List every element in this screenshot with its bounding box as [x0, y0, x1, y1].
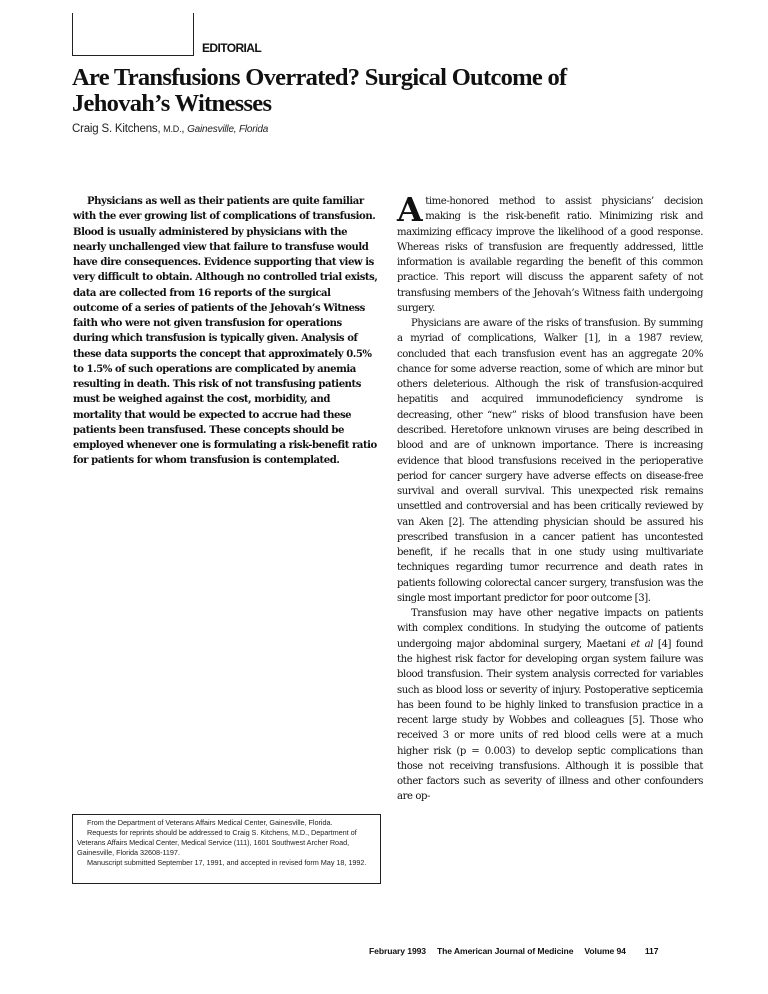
- drop-cap: A: [397, 190, 423, 229]
- decorative-header-box: [72, 13, 194, 56]
- page-footer: [369, 946, 704, 956]
- body-paragraph-2: Physicians are aware of the risks of transfusion. By summing a myriad of complications, Walker [1], in a 1987 review, concluded that each transfusion event has an aggregate 20% chance for some adverse reaction, some of which are minor but others deleterious. Although the risk of transfusion-acquired hepatitis and acquired immunodeficiency syndrome is decreasing, other “new” risks of blood transfusion have been described. Heretofore unknown viruses are being described in blood and are of unknown importance. There is increasing evidence that blood transfusions received in the perioperative period for cancer surgery have adverse effects on disease-free survival and overall survival. This unexpected risk remains unsettled and controversial and has been critically reviewed by van Aken [2]. The attending physician should be assured his prescribed transfusion in a cancer patient has uncontested benefit, if he recalls that in one study using multivariate techniques regarding tumor recurrence and death rates in patients following colorectal cancer surgery, transfusion was the single most important predictor for poor outcome [3].: [397, 318, 703, 604]
- title-line-2: Jehovah’s Witnesses: [72, 90, 272, 117]
- footer-page-number: 117: [644, 946, 659, 956]
- footnote-affiliation: From the Department of Veterans Affairs Medical Center, Gainesville, Florida.: [87, 818, 333, 827]
- author-byline: Craig S. Kitchens, M.D., Gainesville, Florida: [72, 123, 269, 135]
- body-paragraph-3: [397, 606, 703, 804]
- footer-journal: The American Journal of Medicine: [436, 946, 574, 956]
- abstract-text: Physicians as well as their patients are quite familiar with the ever growing list of complications of transfusion. Blood is usually administered by physicians with the nearly unchallenged view that failure to transfuse would have dire consequences. Evidence supporting that view is very difficult to obtain. Although no controlled trial exists, data are collected from 16 reports of the surgical outcome of a series of patients of the Jehovah’s Witness faith who were not given transfusion for operations during which transfusion is typically given. Analysis of these data supports the concept that approximately 0.5% to 1.5% of such operations are complicated by anemia resulting in death. This risk of not transfusing patients must be weighed against the cost, morbidity, and mortality that would be expected to accrue had these patients been transfused. These concepts should be employed whenever one is formulating a risk-benefit ratio for patients for whom transfusion is contemplated.: [73, 196, 378, 467]
- footnote-box: [72, 814, 381, 884]
- footer-date: February 1993: [369, 946, 426, 956]
- footnote-reprints: Requests for reprints should be addressed to Craig S. Kitchens, M.D., Department of Veterans Affairs Medical Center, Medical Service (111), 1601 Southwest Archer Road, Gainesville, Florida 32608-1197.: [77, 828, 357, 858]
- et-al-italic: et al: [630, 638, 654, 650]
- footer-volume: Volume 94: [584, 946, 626, 956]
- body-paragraph-3-text-b: [4] found the highest risk factor for developing organ system failure was blood transfusion. Their system analysis corrected for variables such as blood loss or severity of injury. Postoperative septicemia has been found to be highly linked to transfusion practice in a recent large study by Wobbes and colleagues [5]. Those who received 3 or more units of red blood cells were at a much higher risk (p = 0.003) to develop septic complications than those not receiving transfusions. Although it is possible that other factors such as severity of illness and other confounders are op-: [397, 638, 704, 803]
- body-paragraph-1-text: time-honored method to assist physicians’ decision making is the risk-benefit ratio. Minimizing risk and maximizing efficacy improve the likelihood of a good response. Whereas risks of transfusion are frequently addressed, little information is available regarding the benefit of this common practice. This report will discuss the apparent safety of not transfusing members of the Jehovah’s Witness faith undergoing surgery.: [397, 196, 703, 314]
- footnote-manuscript: Manuscript submitted September 17, 1991, and accepted in revised form May 18, 1992.: [87, 858, 367, 868]
- article-title: [72, 65, 632, 117]
- body-paragraph-1: [397, 190, 703, 316]
- body-paragraph-3-text-a: Transfusion may have other negative impacts on patients with complex conditions. In studying the outcome of patients undergoing major abdominal surgery, Maetani: [397, 608, 703, 650]
- section-label: EDITORIAL: [202, 41, 262, 55]
- title-line-1: Are Transfusions Overrated? Surgical Outcome of: [72, 64, 567, 91]
- author-name: Craig S. Kitchens: [72, 123, 158, 135]
- author-degree: M.D.: [163, 124, 182, 134]
- author-location: Gainesville, Florida: [187, 124, 269, 135]
- body-column: [397, 190, 704, 805]
- abstract: [73, 194, 379, 469]
